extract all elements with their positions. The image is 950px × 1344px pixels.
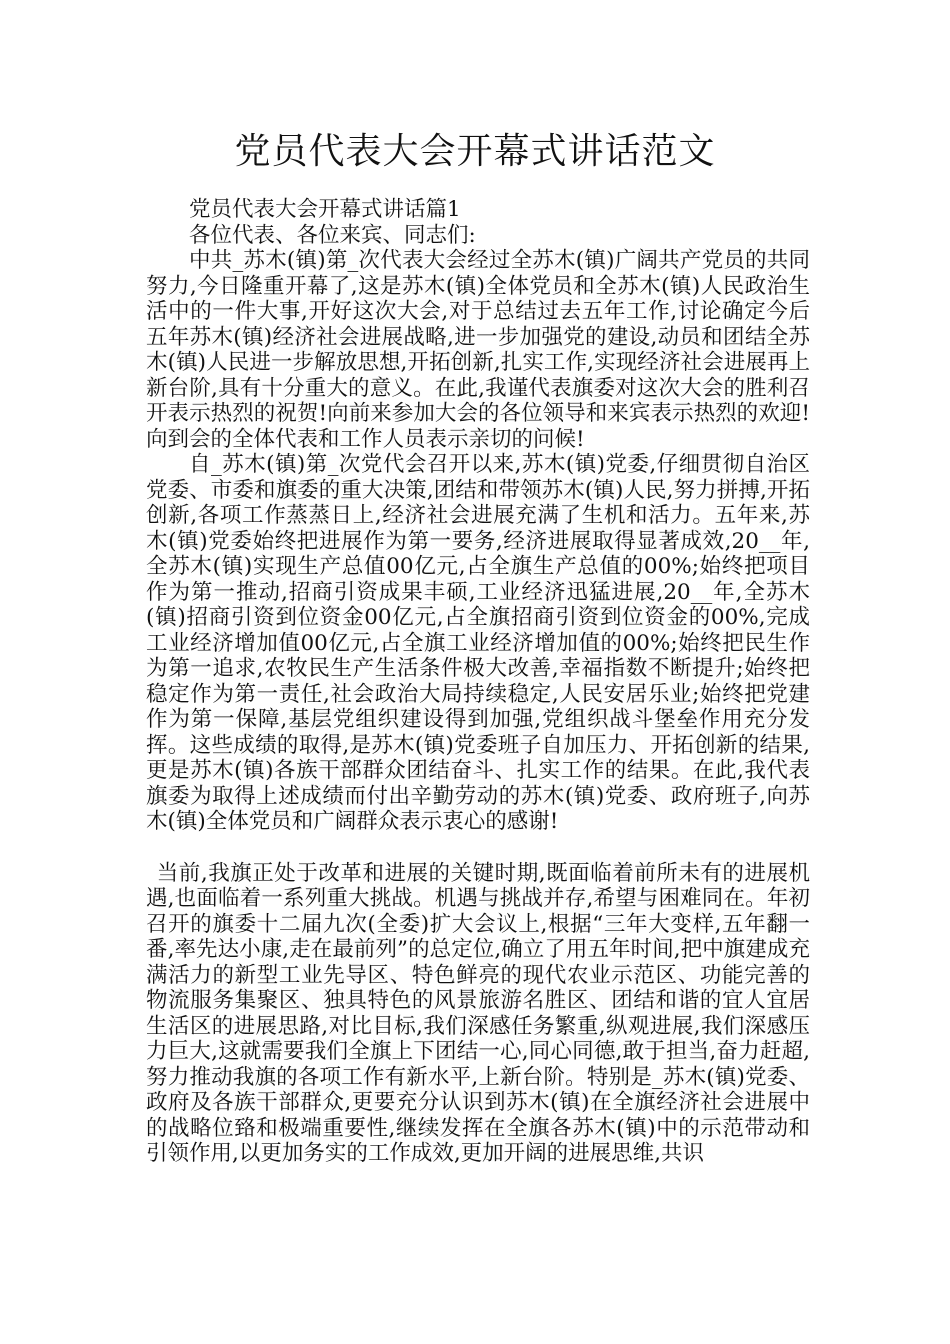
paragraph-achievements: 自_苏木(镇)第_次党代会召开以来,苏木(镇)党委,仔细贯彻自治区党委、市委和旗委的重大决策,团结和带领苏木(镇)人民,努力拼搏,开拓创新,各项工作蒸蒸日上,经济社会进展充满了生机和活力。五年来,苏木(镇)党委始终把进展作为第一要务,经济进展取得显著成效,20__年,全苏木(镇)实现生产总值00亿元,占全旗生产总值的00%;始终把项目作为第一推动,招商引资成果丰硕,工业经济迅猛进展,20__年,全苏木(镇)招商引资到位资金00亿元,占全旗招商引资到位资金的00%,完成工业经济增加值00亿元,占全旗工业经济增加值的00%;始终把民生作为第一追求,农牧民生产生活条件极大改善,幸福指数不断提升;始终把稳定作为第一责任,社会政治大局持续稳定,人民安居乐业;始终把党建作为第一保障,基层党组织建设得到加强,党组织战斗堡垒作用充分发挥。这些成绩的取得,是苏木(镇)党委班子自加压力、开拓创新的结果,更是苏木(镇)各族干部群众团结奋斗、扎实工作的结果。在此,我代表旗委为取得上述成绩而付出辛勤劳动的苏木(镇)党委、政府班子,向苏木(镇)全体党员和广阔群众表示衷心的感谢! [146,452,810,834]
paragraph-spacer [146,835,810,861]
paragraph-current-situation: 当前,我旗正处于改革和进展的关键时期,既面临着前所未有的进展机遇,也面临着一系列重大挑战。机遇与挑战并存,希望与困难同在。年初召开的旗委十二届九次(全委)扩大会议上,根据“三年大变样,五年翻一番,率先达小康,走在最前列”的总定位,确立了用五年时间,把中旗建成充满活力的新型工业先导区、特色鲜亮的现代农业示范区、功能完善的物流服务集聚区、独具特色的风景旅游名胜区、团结和谐的宜人宜居生活区的进展思路,对比目标,我们深感任务繁重,纵观进展,我们深感压力巨大,这就需要我们全旗上下团结一心,同心同德,敢于担当,奋力赶超,努力推动我旗的各项工作有新水平,上新台阶。特别是_苏木(镇)党委、政府及各族干部群众,更要充分认识到苏木(镇)在全旗经济社会进展中的战略位臵和极端重要性,继续发挥在全旗各苏木(镇)中的示范带动和引领作用,以更加务实的工作成效,更加开阔的进展思维,共识 [146,860,810,1166]
paragraph-opening: 中共_苏木(镇)第_次代表大会经过全苏木(镇)广阔共产党员的共同努力,今日隆重开幕了,这是苏木(镇)全体党员和全苏木(镇)人民政治生活中的一件大事,开好这次大会,对于总结过去五年工作,讨论确定今后五年苏木(镇)经济社会进展战略,进一步加强党的建设,动员和团结全苏木(镇)人民进一步解放思想,开拓创新,扎实工作,实现经济社会进展再上新台阶,具有十分重大的意义。在此,我谨代表旗委对这次大会的胜利召开表示热烈的祝贺!向前来参加大会的各位领导和来宾表示热烈的欢迎!向到会的全体代表和工作人员表示亲切的问候! [146,248,810,452]
section-heading: 党员代表大会开幕式讲话篇1 [189,197,461,222]
document-body [146,197,810,1167]
salutation: 各位代表、各位来宾、同志们: [189,222,476,248]
document-title: 党员代表大会开幕式讲话范文 [234,131,716,172]
